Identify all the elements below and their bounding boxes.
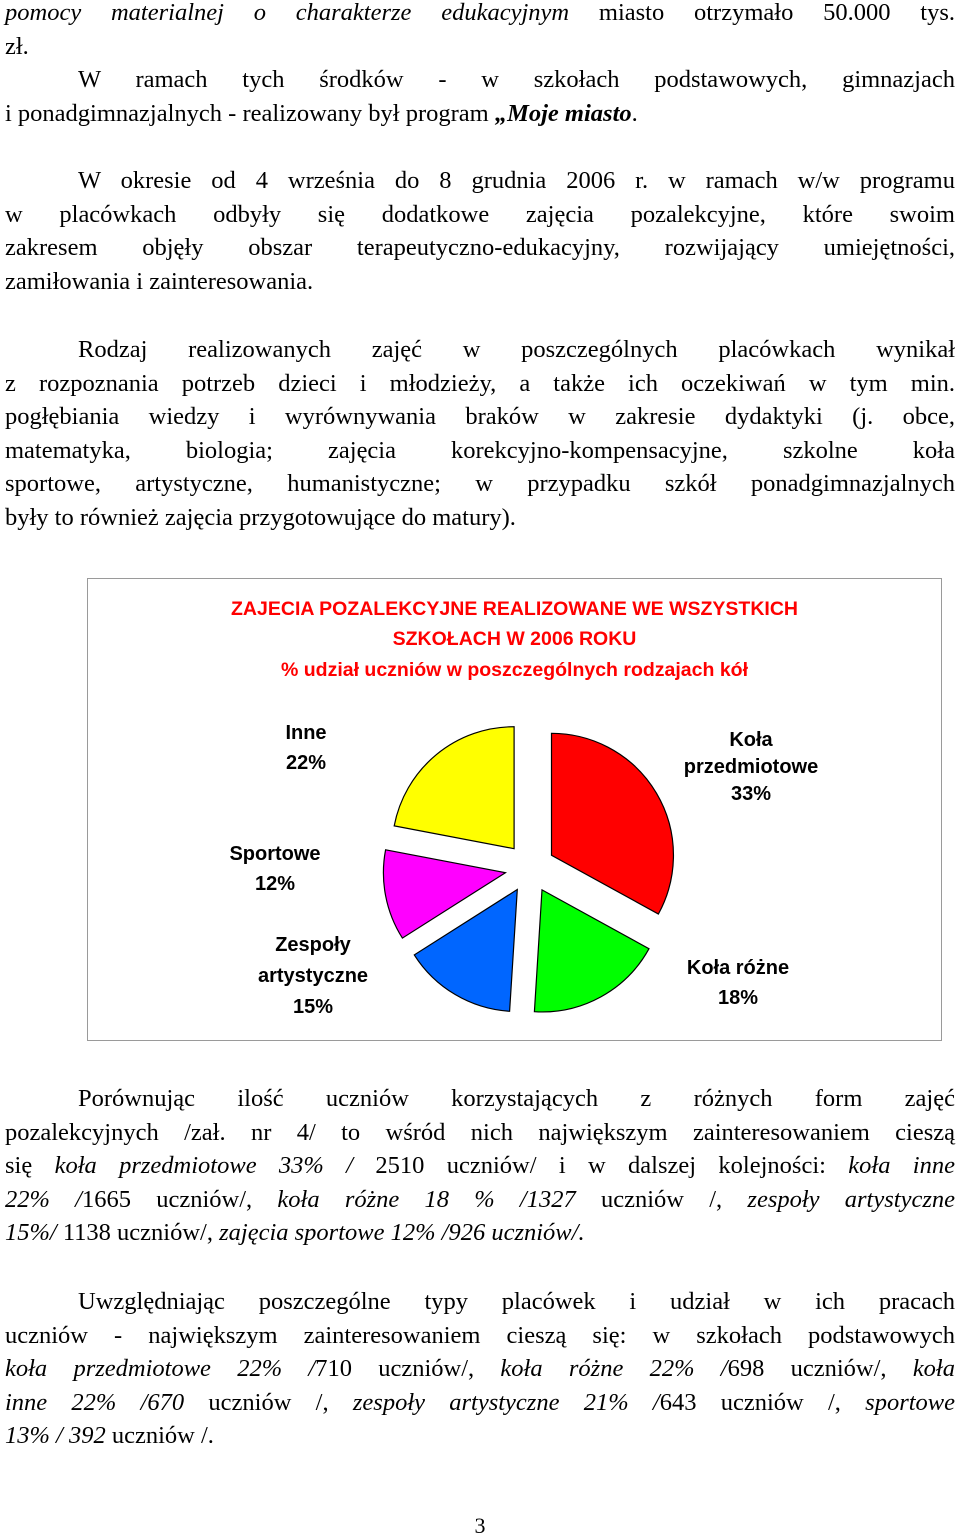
label-przedmiotowe (666, 727, 836, 808)
comparison-text: się (5, 1152, 55, 1180)
label-zespoly-value: 15% (292, 996, 334, 1018)
label-przedmiotowe-name-1: Koła (729, 729, 773, 751)
types-line-2: z rozpoznania potrzeb dzieci i młodzieży, a także ich oczekiwań w tym min. (5, 369, 955, 397)
aid-italic: pomocy materialnej o charakterze edukacyjnym (5, 0, 570, 26)
schools-line-1: Uwzględniając poszczególne typy placówek i udział w ich pracach (78, 1288, 955, 1315)
period-line-3: zakresem objęły obszar terapeutyczno-edukacyjny, rozwijający umiejętności, (5, 234, 955, 262)
pie-slice-4 (394, 727, 514, 849)
paragraph-schools (5, 1285, 955, 1453)
label-rozne-value: 18% (717, 987, 759, 1009)
period-line-4: zamiłowania i zainteresowania. (5, 267, 314, 295)
schools-text: 643 (659, 1388, 697, 1416)
comparison-text: koła inne (848, 1152, 955, 1180)
label-zespoly (238, 930, 388, 1023)
aid-amount: miasto otrzymało 50.000 tys. (569, 0, 955, 26)
pie-chart (87, 578, 942, 1041)
label-rozne (663, 953, 813, 1013)
label-sportowe-value: 12% (254, 873, 296, 895)
paragraph-comparison (5, 1082, 955, 1250)
schools-text: zespoły artystyczne 21% / (352, 1388, 660, 1416)
schools-text: uczniów/, (764, 1355, 913, 1383)
types-line-1: Rodzaj realizowanych zajęć w poszczególnych placówkach wynikał (78, 336, 955, 363)
label-rozne-name: Koła różne (686, 957, 790, 979)
schools-text: uczniów /, (696, 1388, 866, 1416)
paragraph-program (5, 63, 955, 130)
comparison-text: koła różne 18 % /1327 (252, 1185, 576, 1213)
types-line-3: pogłębiania wiedzy i wyrównywania braków w zakresie dydaktyki (j. obce, (5, 403, 955, 431)
chart-title-line-1: ZAJECIA POZALEKCYJNE REALIZOWANE WE WSZYSTKICH (231, 598, 798, 620)
chart-title-line-2: SZKOŁACH W 2006 ROKU (392, 628, 637, 650)
schools-text: uczniów /. (105, 1422, 214, 1450)
aid-currency: zł. (5, 32, 29, 60)
schools-text: uczniów /, (184, 1388, 353, 1416)
schools-text: 698 (727, 1355, 765, 1383)
comparison-text: 2510 uczniów/ i w dalszej kolejności: (353, 1152, 849, 1180)
comparison-text: 1665 uczniów/, (81, 1185, 253, 1213)
comparison-text: 15%/ (5, 1219, 57, 1247)
label-zespoly-name-2: artystyczne (257, 965, 369, 987)
paragraph-aid (5, 0, 955, 63)
schools-text: uczniów/, (351, 1355, 501, 1383)
program-line-2: i ponadgimnazjalnych - realizowany był program (5, 99, 495, 127)
page-number: 3 (474, 1513, 486, 1538)
label-inne-name: Inne (285, 722, 327, 744)
period-line-2: w placówkach odbyły się dodatkowe zajęcia pozalekcyjne, które swoim (5, 200, 955, 228)
pie-slice-1 (534, 890, 649, 1012)
chart-subtitle: % udział uczniów w poszczególnych rodzajach kół (281, 659, 748, 681)
comparison-text: zespoły artystyczne (747, 1185, 955, 1213)
label-inne (256, 718, 356, 778)
pie-slice-0 (552, 733, 674, 914)
comparison-text: koła przedmiotowe 33% / (54, 1152, 353, 1180)
period-line-1: W okresie od 4 września do 8 grudnia 2006 r. w ramach w/w programu (78, 167, 955, 194)
schools-text: inne 22% /670 (5, 1388, 185, 1416)
label-sportowe (210, 839, 340, 899)
label-zespoly-name-1: Zespoły (275, 934, 351, 956)
paragraph-types (5, 333, 955, 535)
label-sportowe-name: Sportowe (229, 843, 321, 865)
comparison-text: 22% / (5, 1185, 82, 1213)
comparison-line-1: Porównując ilość uczniów korzystających z różnych form zajęć (78, 1085, 955, 1112)
comparison-text: 1138 uczniów/, (56, 1219, 220, 1247)
program-line-1: W ramach tych środków - w szkołach podstawowych, gimnazjach (78, 66, 955, 93)
types-line-6: były to również zajęcia przygotowujące do matury). (5, 503, 516, 531)
label-inne-value: 22% (285, 752, 327, 774)
schools-text: 13% / 392 (5, 1422, 106, 1450)
schools-text: koła przedmiotowe 22% / (5, 1355, 316, 1383)
program-name: „Moje miasto (494, 99, 632, 127)
program-period: . (631, 99, 638, 127)
types-line-4: matematyka, biologia; zajęcia korekcyjno-kompensacyjne, szkolne koła (5, 436, 955, 464)
schools-text: 710 (315, 1355, 352, 1383)
comparison-text: zajęcia sportowe 12% /926 uczniów/. (219, 1219, 585, 1247)
schools-line-2: uczniów - największym zainteresowaniem cieszą się: w szkołach podstawowych (5, 1321, 955, 1349)
schools-text: koła różne 22% / (500, 1355, 728, 1383)
comparison-text: uczniów /, (575, 1185, 748, 1213)
comparison-line-2: pozalekcyjnych /zał. nr 4/ to wśród nich największym zainteresowaniem cieszą (5, 1118, 955, 1146)
types-line-5: sportowe, artystyczne, humanistyczne; w przypadku szkół ponadgimnazjalnych (5, 470, 955, 498)
label-przedmiotowe-name-2: przedmiotowe (683, 756, 819, 778)
schools-text: koła (912, 1355, 955, 1383)
label-przedmiotowe-value: 33% (730, 783, 772, 805)
pie-svg (88, 579, 941, 1040)
schools-text: sportowe (865, 1388, 955, 1416)
paragraph-period (5, 164, 955, 298)
